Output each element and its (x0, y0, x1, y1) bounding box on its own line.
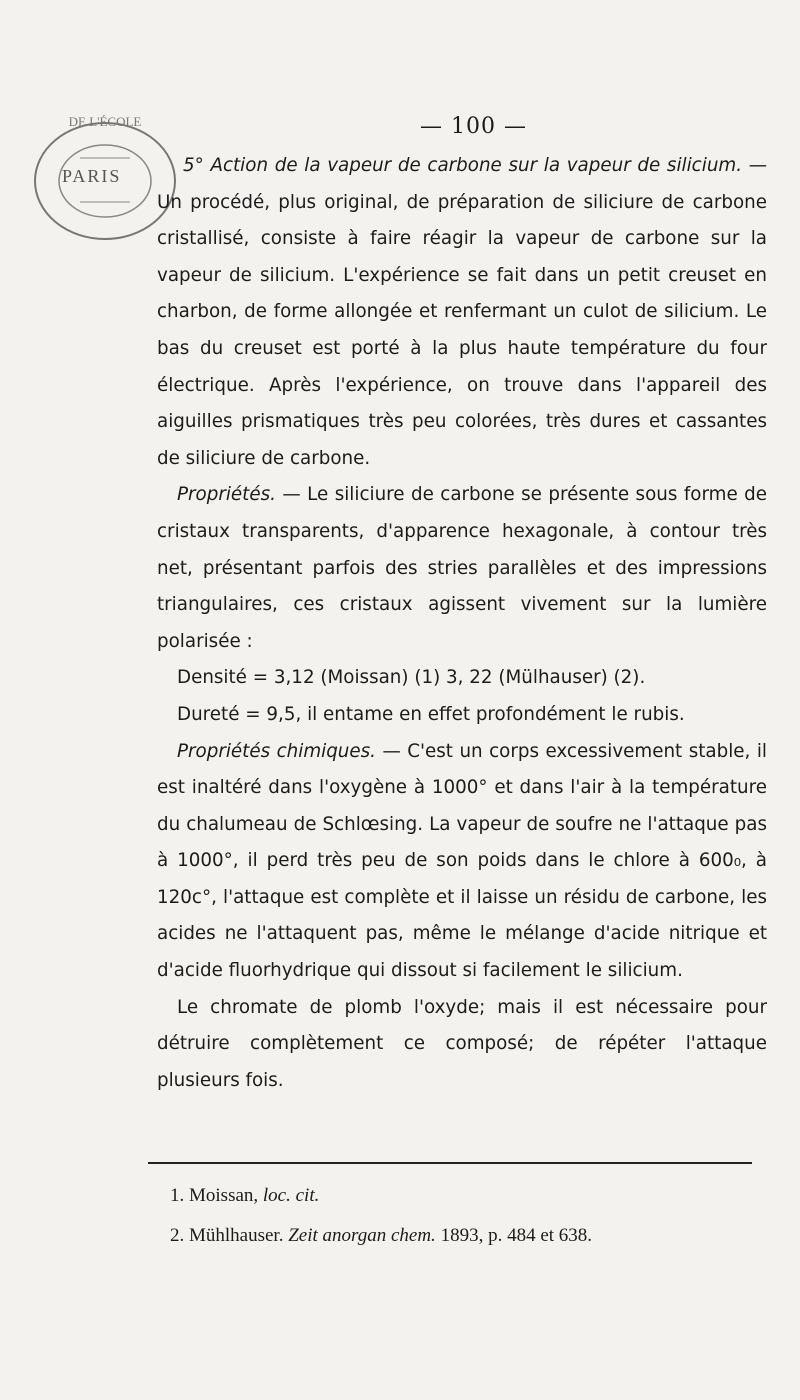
hardness-line: Dureté = 9,5, il entame en effet profondément le rubis. (177, 703, 685, 725)
properties-paragraph (157, 477, 767, 660)
footnote-after: 1893, p. 484 et 638. (435, 1225, 593, 1246)
section-paragraph (157, 148, 767, 477)
footnote-italic: loc. cit. (262, 1185, 320, 1206)
footnote-number: 2. (170, 1225, 185, 1246)
footnote-text: Mühlhauser. (189, 1225, 289, 1246)
section-heading: 5° Action de la vapeur de carbone sur la vapeur de silicium. — (183, 155, 767, 176)
chromate-paragraph: Le chromate de plomb l'oxyde; mais il est nécessaire pour détruire complètement ce composé; de répéter l'attaque plusieurs fois. (157, 996, 767, 1091)
page-number: — 100 — (420, 114, 527, 139)
footnote-rule (148, 1162, 752, 1164)
chemical-text: — C'est un corps excessivement stable, il est inaltéré dans l'oxygène à 1000° et dans l'air à la température du chalumeau de Schlœsing. La vapeur de soufre ne l'attaque pas à 1000°, il perd très peu de son poids dans le chlore à 600₀, à 120c°, l'attaque est complète et il laisse un résidu de carbone, les acides ne l'attaquent pas, même le mélange d'acide nitrique et d'acide fluorhydrique qui dissout si facilement le silicium. (157, 740, 767, 982)
properties-text: — Le siliciure de carbone se présente sous forme de cristaux transparents, d'apparence hexagonale, à contour très net, présentant parfois des stries parallèles et des impressions triangulaires, ces cristaux agissent vivement sur la lumière polarisée : (157, 484, 767, 652)
properties-label: Propriétés. (177, 484, 276, 506)
density-line: Densité = 3,12 (Moissan) (1) 3, 22 (Mülhauser) (2). (177, 667, 646, 689)
section-text: Un procédé, plus original, de préparation de siliciure de carbone cristallisé, consiste à faire réagir la vapeur de carbone sur la vapeur de silicium. L'expérience se fait dans un petit creuset en charbon, de forme allongée et renfermant un culot de silicium. Le bas du creuset est porté à la plus haute température du four électrique. Après l'expérience, on trouve dans l'appareil des aiguilles prismatiques très peu colorées, très dures et cassantes de siliciure de carbone. (157, 191, 767, 469)
body-text (157, 148, 767, 1099)
footnote-number: 1. (170, 1185, 185, 1206)
footnote-text: Moissan, (189, 1185, 263, 1206)
stamp-center-text: PARIS (62, 166, 122, 186)
chemical-label: Propriétés chimiques. (177, 740, 376, 762)
chemical-paragraph (157, 734, 767, 990)
footnote-1 (170, 1176, 750, 1216)
footnotes (170, 1176, 750, 1256)
footnote-italic: Zeit anorgan chem. (288, 1225, 436, 1246)
svg-text:DE L'ÉCOLE: DE L'ÉCOLE (68, 114, 142, 129)
footnote-2 (170, 1216, 750, 1256)
